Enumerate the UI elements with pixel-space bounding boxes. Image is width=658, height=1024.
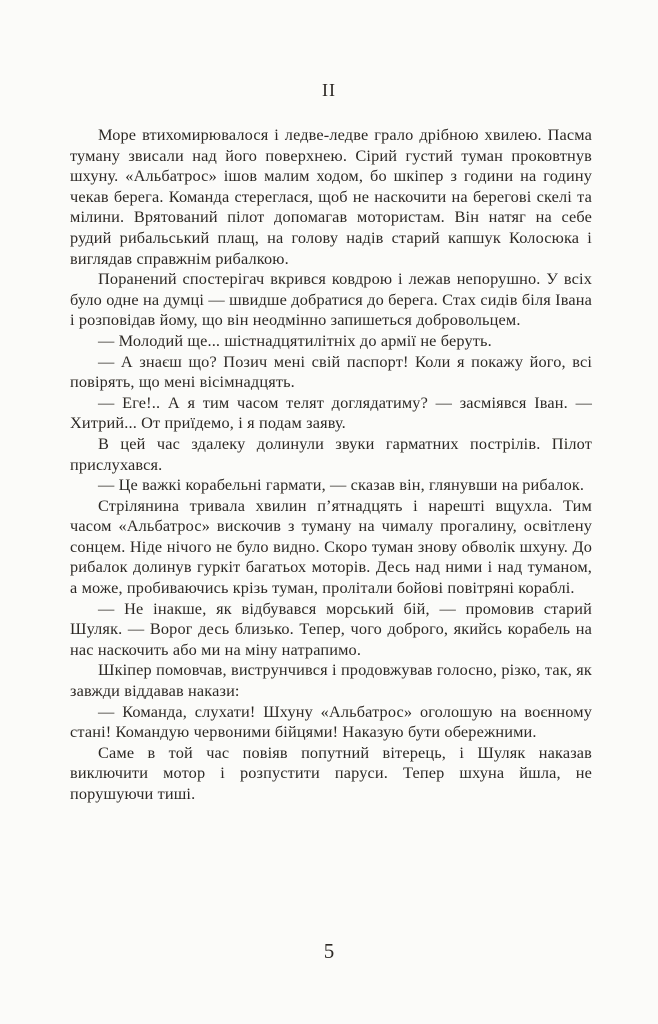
text-block: [70, 125, 592, 805]
paragraph: — Молодий ще... шістнадцятилітніх до армії не беруть.: [98, 330, 492, 350]
chapter-heading: II: [322, 80, 336, 100]
page-number: 5: [323, 939, 335, 963]
paragraph: Поранений спостерігач вкрився ковдрою і лежав непорушно. У всіх було одне на думці — швидше добратися до берега. Стах сидів біля Івана і розповідав йому, що він неодмінно запишеться добровольцем.: [70, 269, 592, 330]
paragraph: — Це важкі корабельні гармати, — сказав він, глянувши на рибалок.: [98, 475, 585, 495]
paragraph: — Еге!.. А я тим часом телят доглядатиму? — засміявся Іван. — Хитрий... От приїдемо, і я подам заяву.: [70, 392, 592, 433]
paragraph: Шкіпер помовчав, виструнчився і продовжував голосно, різко, так, як завжди віддавав накази:: [70, 660, 592, 701]
paragraph: Стрілянина тривала хвилин п’ятнадцять і нарешті вщухла. Тим часом «Альбатрос» вискочив з туману на чималу прогалину, освітлену сонцем. Ніде нічого не було видно. Скоро туман знову обволік шхуну. До рибалок долинув гуркіт багатьох моторів. Десь над ними і над туманом, а може, пробиваючись крізь туман, пролітали бойові повітряні кораблі.: [70, 495, 592, 598]
paragraph: В цей час здалеку долинули звуки гарматних пострілів. Пілот прислухався.: [70, 433, 592, 474]
paragraph: — Команда, слухати! Шхуну «Альбатрос» оголошую на воєнному стані! Командую червоними бійцями! Наказую бути обережними.: [70, 701, 592, 742]
paragraph: — Не інакше, як відбувався морський бій, — промовив старий Шуляк. — Ворог десь близько. Тепер, чого доброго, якийсь корабель на нас наскочить або ми на міну натрапимо.: [70, 598, 592, 659]
paragraph: Саме в той час повіяв попутний вітерець, і Шуляк наказав виключити мотор і розпустити паруси. Тепер шхуна йшла, не порушуючи тиші.: [70, 742, 592, 803]
paragraph: Море втихомирювалося і ледве-ледве грало дрібною хвилею. Пасма туману звисали над його поверхнею. Сірий густий туман проковтнув шхуну. «Альбатрос» ішов малим ходом, бо шкіпер з години на годину чекав берега. Команда стереглася, щоб не наскочити на берегові скелі та мілини. Врятований пілот допомагав мотористам. Він натяг на себе рудий рибальський плащ, на голову надів старий капшук Колосюка і виглядав справжнім рибалкою.: [70, 125, 592, 268]
paragraph: — А знаєш що? Позич мені свій паспорт! Коли я покажу його, всі повірять, що мені вісімнадцять.: [70, 351, 592, 392]
